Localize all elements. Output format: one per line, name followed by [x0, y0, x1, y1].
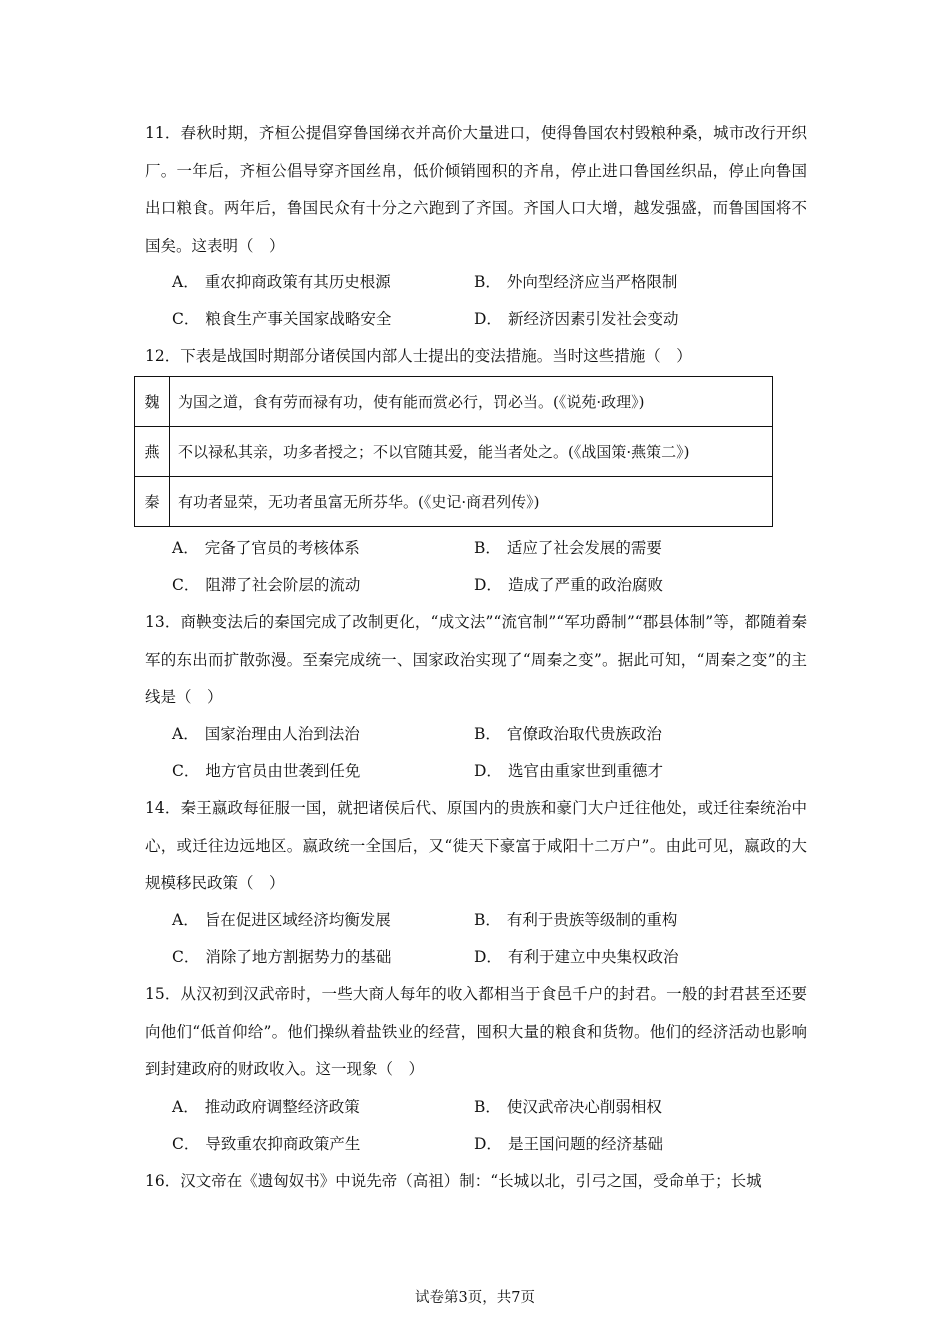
option-14-b: B． 有利于贵族等级制的重构 [474, 911, 678, 929]
option-15-b: B． 使汉武帝决心削弱相权 [474, 1098, 662, 1116]
question-14-stem: 14．秦王嬴政每征服一国，就把诸侯后代、原国内的贵族和豪门大户迁往他处，或迁往秦统治中心，或迁往边远地区。嬴政统一全国后，又“徙天下豪富于咸阳十二万户”。由此可见，嬴政的大规模移民政策（ ） [145, 799, 807, 892]
table-cell-state: 燕 [135, 427, 170, 477]
page-footer: 试卷第3页，共7页 [415, 1290, 535, 1306]
option-11-c: C． 粮食生产事关国家战略安全 [172, 310, 392, 328]
question-15-options-row-2 [172, 1126, 792, 1163]
option-13-a: A． 国家治理由人治到法治 [172, 725, 360, 743]
reform-measures-table [134, 376, 773, 527]
question-12-options-row-2 [172, 567, 792, 604]
table-cell-measure: 为国之道，食有劳而禄有功，使有能而赏必行，罚必当。(《说苑·政理》) [170, 377, 773, 427]
question-15-stem: 15．从汉初到汉武帝时，一些大商人每年的收入都相当于食邑千户的封君。一般的封君甚至还要向他们“低首仰给”。他们操纵着盐铁业的经营，囤积大量的粮食和货物。他们的经济活动也影响到封建政府的财政收入。这一现象（ ） [145, 985, 807, 1078]
table-row [135, 427, 773, 477]
option-12-a: A． 完备了官员的考核体系 [172, 539, 360, 557]
option-14-a: A． 旨在促进区域经济均衡发展 [172, 911, 391, 929]
question-11-options-row-1 [172, 264, 792, 301]
question-15-options-row-1 [172, 1089, 792, 1126]
option-14-c: C． 消除了地方割据势力的基础 [172, 948, 392, 966]
table-row [135, 377, 773, 427]
option-11-b: B． 外向型经济应当严格限制 [474, 273, 678, 291]
option-13-d: D． 选官由重家世到重德才 [474, 762, 663, 780]
option-15-c: C． 导致重农抑商政策产生 [172, 1135, 361, 1153]
question-12-options-row-1 [172, 530, 792, 567]
table-cell-measure: 不以禄私其亲，功多者授之；不以官随其爱，能当者处之。(《战国策·燕策二》) [170, 427, 773, 477]
table-cell-state: 魏 [135, 377, 170, 427]
question-11-stem: 11．春秋时期，齐桓公提倡穿鲁国绨衣并高价大量进口，使得鲁国农村毁粮种桑，城市改行开织厂。一年后，齐桓公倡导穿齐国丝帛，低价倾销囤积的齐帛，停止进口鲁国丝织品，停止向鲁国出口粮食。两年后，鲁国民众有十分之六跑到了齐国。齐国人口大增，越发强盛，而鲁国国将不国矣。这表明（ ） [145, 124, 807, 255]
option-11-d: D． 新经济因素引发社会变动 [474, 310, 679, 328]
option-12-b: B． 适应了社会发展的需要 [474, 539, 662, 557]
question-14-options-row-2 [172, 939, 792, 976]
option-13-b: B． 官僚政治取代贵族政治 [474, 725, 662, 743]
option-14-d: D． 有利于建立中央集权政治 [474, 948, 679, 966]
table-cell-measure: 有功者显荣，无功者虽富无所芬华。(《史记·商君列传》) [170, 477, 773, 527]
option-12-d: D． 造成了严重的政治腐败 [474, 576, 663, 594]
question-16-stem: 16．汉文帝在《遗匈奴书》中说先帝（高祖）制：“长城以北，引弓之国，受命单于；长城 [145, 1172, 762, 1190]
question-13-options-row-2 [172, 753, 792, 790]
option-11-a: A． 重农抑商政策有其历史根源 [172, 273, 391, 291]
question-11-options-row-2 [172, 301, 792, 338]
table-cell-state: 秦 [135, 477, 170, 527]
question-13-options-row-1 [172, 716, 792, 753]
question-14-options-row-1 [172, 902, 792, 939]
option-13-c: C． 地方官员由世袭到任免 [172, 762, 361, 780]
question-12-stem: 12．下表是战国时期部分诸侯国内部人士提出的变法措施。当时这些措施（ ） [145, 347, 692, 365]
table-row [135, 477, 773, 527]
option-15-d: D． 是王国问题的经济基础 [474, 1135, 663, 1153]
option-12-c: C． 阻滞了社会阶层的流动 [172, 576, 361, 594]
option-15-a: A． 推动政府调整经济政策 [172, 1098, 360, 1116]
question-13-stem: 13．商鞅变法后的秦国完成了改制更化，“成文法”“流官制”“军功爵制”“郡县体制”等，都随着秦军的东出而扩散弥漫。至秦完成统一、国家政治实现了“周秦之变”。据此可知，“周秦之变”的主线是（ ） [145, 613, 807, 706]
